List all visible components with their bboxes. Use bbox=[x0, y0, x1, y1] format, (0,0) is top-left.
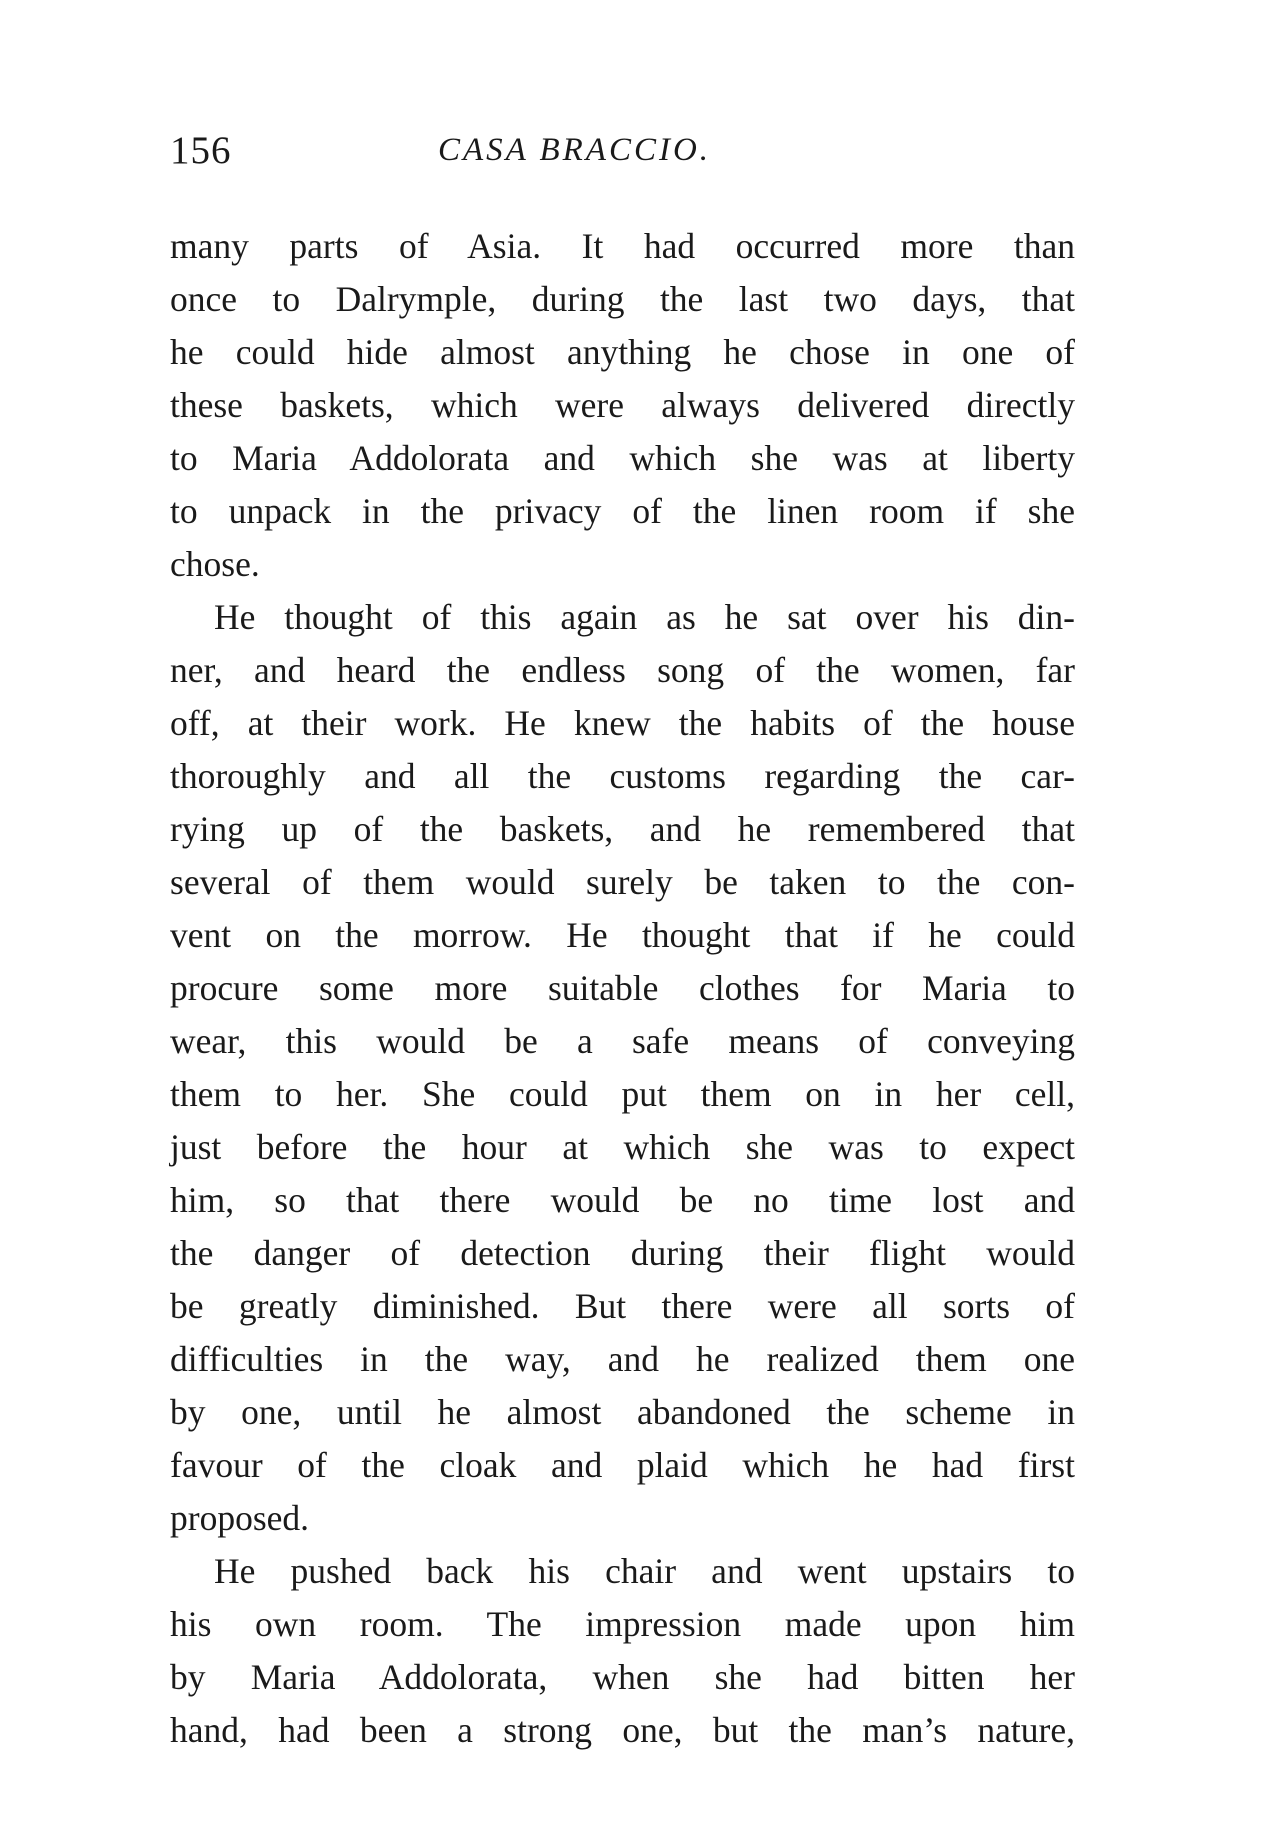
page-header bbox=[170, 128, 1100, 188]
text-line: He thought of this again as he sat over his din- bbox=[214, 597, 1075, 637]
text-line: difficulties in the way, and he realized them one bbox=[170, 1339, 1075, 1379]
text-line: to unpack in the privacy of the linen room if she bbox=[170, 491, 1075, 531]
text-line: chose. bbox=[170, 544, 260, 584]
text-line: proposed. bbox=[170, 1498, 310, 1538]
text-line: just before the hour at which she was to expect bbox=[170, 1127, 1075, 1167]
text-line: by one, until he almost abandoned the scheme in bbox=[170, 1392, 1075, 1432]
text-line: He pushed back his chair and went upstairs to bbox=[214, 1551, 1075, 1591]
text-line: vent on the morrow. He thought that if he could bbox=[170, 915, 1075, 955]
text-line: ner, and heard the endless song of the women, far bbox=[170, 650, 1075, 690]
paragraph bbox=[170, 1545, 1075, 1757]
text-line: his own room. The impression made upon him bbox=[170, 1604, 1075, 1644]
paragraph bbox=[170, 591, 1075, 1545]
text-line: off, at their work. He knew the habits of the house bbox=[170, 703, 1075, 743]
text-line: by Maria Addolorata, when she had bitten her bbox=[170, 1657, 1075, 1697]
text-line: many parts of Asia. It had occurred more than bbox=[170, 226, 1075, 266]
text-line: procure some more suitable clothes for Maria to bbox=[170, 968, 1075, 1008]
text-line: thoroughly and all the customs regarding the car- bbox=[170, 756, 1075, 796]
text-line: favour of the cloak and plaid which he had first bbox=[170, 1445, 1075, 1485]
text-line: wear, this would be a safe means of conveying bbox=[170, 1021, 1075, 1061]
text-line: these baskets, which were always delivered directly bbox=[170, 385, 1075, 425]
paragraph bbox=[170, 220, 1075, 591]
text-line: them to her. She could put them on in her cell, bbox=[170, 1074, 1075, 1114]
page-number: 156 bbox=[170, 129, 232, 172]
text-line: him, so that there would be no time lost and bbox=[170, 1180, 1075, 1220]
text-line: once to Dalrymple, during the last two days, that bbox=[170, 279, 1075, 319]
text-line: several of them would surely be taken to the con- bbox=[170, 862, 1075, 902]
text-line: hand, had been a strong one, but the man’s nature, bbox=[170, 1710, 1075, 1750]
text-line: rying up of the baskets, and he remembered that bbox=[170, 809, 1075, 849]
text-line: the danger of detection during their flight would bbox=[170, 1233, 1075, 1273]
running-title: CASA BRACCIO. bbox=[438, 132, 712, 168]
body-text bbox=[170, 220, 1075, 1757]
text-line: be greatly diminished. But there were all sorts of bbox=[170, 1286, 1075, 1326]
text-line: to Maria Addolorata and which she was at liberty bbox=[170, 438, 1075, 478]
text-line: he could hide almost anything he chose in one of bbox=[170, 332, 1075, 372]
